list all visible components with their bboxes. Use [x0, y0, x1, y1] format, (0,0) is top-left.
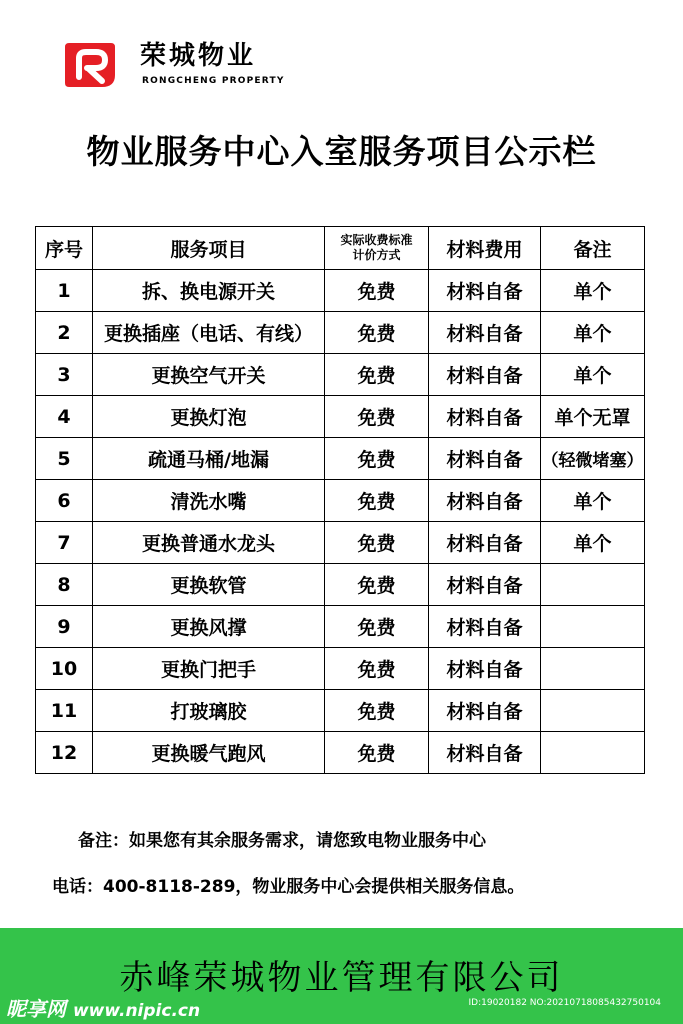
- row-fee: 免费: [325, 438, 429, 480]
- row-note: [541, 732, 645, 774]
- row-fee: 免费: [325, 270, 429, 312]
- company-name: 赤峰荣城物业管理有限公司: [119, 958, 564, 998]
- row-material: 材料自备: [429, 480, 541, 522]
- brand-name: 荣城物业: [140, 41, 257, 71]
- watermark-brand: 昵享网: [6, 997, 66, 1021]
- row-fee: 免费: [325, 648, 429, 690]
- row-item: 更换软管: [93, 564, 325, 606]
- header-item: 服务项目: [93, 227, 325, 270]
- row-fee: 免费: [325, 690, 429, 732]
- row-material: 材料自备: [429, 606, 541, 648]
- table-row: [36, 564, 645, 606]
- page-title: 物业服务中心入室服务项目公示栏: [86, 132, 597, 171]
- row-no: 3: [36, 354, 93, 396]
- row-note: （轻微堵塞）: [541, 438, 645, 480]
- rongcheng-logo: [62, 40, 118, 90]
- header-no: 序号: [36, 227, 93, 270]
- table-row: [36, 396, 645, 438]
- table-row: [36, 312, 645, 354]
- row-no: 8: [36, 564, 93, 606]
- phone-text: 电话：400-8118-289，物业服务中心会提供相关服务信息。: [52, 877, 525, 897]
- row-fee: 免费: [325, 606, 429, 648]
- row-no: 6: [36, 480, 93, 522]
- row-note: [541, 648, 645, 690]
- row-material: 材料自备: [429, 522, 541, 564]
- row-item: 拆、换电源开关: [93, 270, 325, 312]
- row-material: 材料自备: [429, 312, 541, 354]
- row-no: 2: [36, 312, 93, 354]
- row-no: 10: [36, 648, 93, 690]
- remark-text: 备注：如果您有其余服务需求，请您致电物业服务中心: [78, 831, 486, 851]
- header-note: 备注: [541, 227, 645, 270]
- image-id: ID:19020182 NO:20210718085432750104: [468, 998, 661, 1008]
- header-fee-line2: 计价方式: [352, 248, 401, 262]
- table-row: [36, 480, 645, 522]
- row-no: 7: [36, 522, 93, 564]
- brand-english-name: RONGCHENG PROPERTY: [142, 76, 285, 86]
- row-note: 单个: [541, 354, 645, 396]
- row-item: 更换风撑: [93, 606, 325, 648]
- row-material: 材料自备: [429, 396, 541, 438]
- row-item: 更换灯泡: [93, 396, 325, 438]
- row-material: 材料自备: [429, 732, 541, 774]
- row-note: [541, 606, 645, 648]
- header-material: 材料费用: [429, 227, 541, 270]
- row-item: 打玻璃胶: [93, 690, 325, 732]
- row-material: 材料自备: [429, 564, 541, 606]
- row-item: 更换普通水龙头: [93, 522, 325, 564]
- header-fee-line1: 实际收费标准: [340, 233, 413, 247]
- table-row: [36, 690, 645, 732]
- row-fee: 免费: [325, 522, 429, 564]
- header-fee: [325, 227, 429, 270]
- table-row: [36, 354, 645, 396]
- row-item: 更换暖气跑风: [93, 732, 325, 774]
- row-material: 材料自备: [429, 270, 541, 312]
- table-row: [36, 606, 645, 648]
- row-note: 单个: [541, 522, 645, 564]
- row-no: 11: [36, 690, 93, 732]
- row-fee: 免费: [325, 480, 429, 522]
- row-fee: 免费: [325, 354, 429, 396]
- row-item: 清洗水嘴: [93, 480, 325, 522]
- row-item: 更换空气开关: [93, 354, 325, 396]
- row-no: 5: [36, 438, 93, 480]
- table-header-row: [36, 227, 645, 270]
- row-item: 更换插座（电话、有线）: [93, 312, 325, 354]
- row-item: 更换门把手: [93, 648, 325, 690]
- row-no: 12: [36, 732, 93, 774]
- row-note: 单个: [541, 480, 645, 522]
- row-material: 材料自备: [429, 648, 541, 690]
- watermark-site: www.nipic.cn: [72, 1001, 201, 1021]
- row-material: 材料自备: [429, 354, 541, 396]
- row-fee: 免费: [325, 312, 429, 354]
- watermark: [6, 993, 200, 1022]
- table-row: [36, 270, 645, 312]
- row-note: 单个: [541, 270, 645, 312]
- row-no: 9: [36, 606, 93, 648]
- row-material: 材料自备: [429, 690, 541, 732]
- row-fee: 免费: [325, 396, 429, 438]
- row-note: [541, 564, 645, 606]
- table-row: [36, 522, 645, 564]
- row-note: 单个: [541, 312, 645, 354]
- row-material: 材料自备: [429, 438, 541, 480]
- service-table: [35, 226, 645, 774]
- table-row: [36, 732, 645, 774]
- row-item: 疏通马桶/地漏: [93, 438, 325, 480]
- row-note: 单个无罩: [541, 396, 645, 438]
- table-row: [36, 648, 645, 690]
- row-no: 1: [36, 270, 93, 312]
- row-fee: 免费: [325, 732, 429, 774]
- row-no: 4: [36, 396, 93, 438]
- row-fee: 免费: [325, 564, 429, 606]
- row-note: [541, 690, 645, 732]
- table-row: [36, 438, 645, 480]
